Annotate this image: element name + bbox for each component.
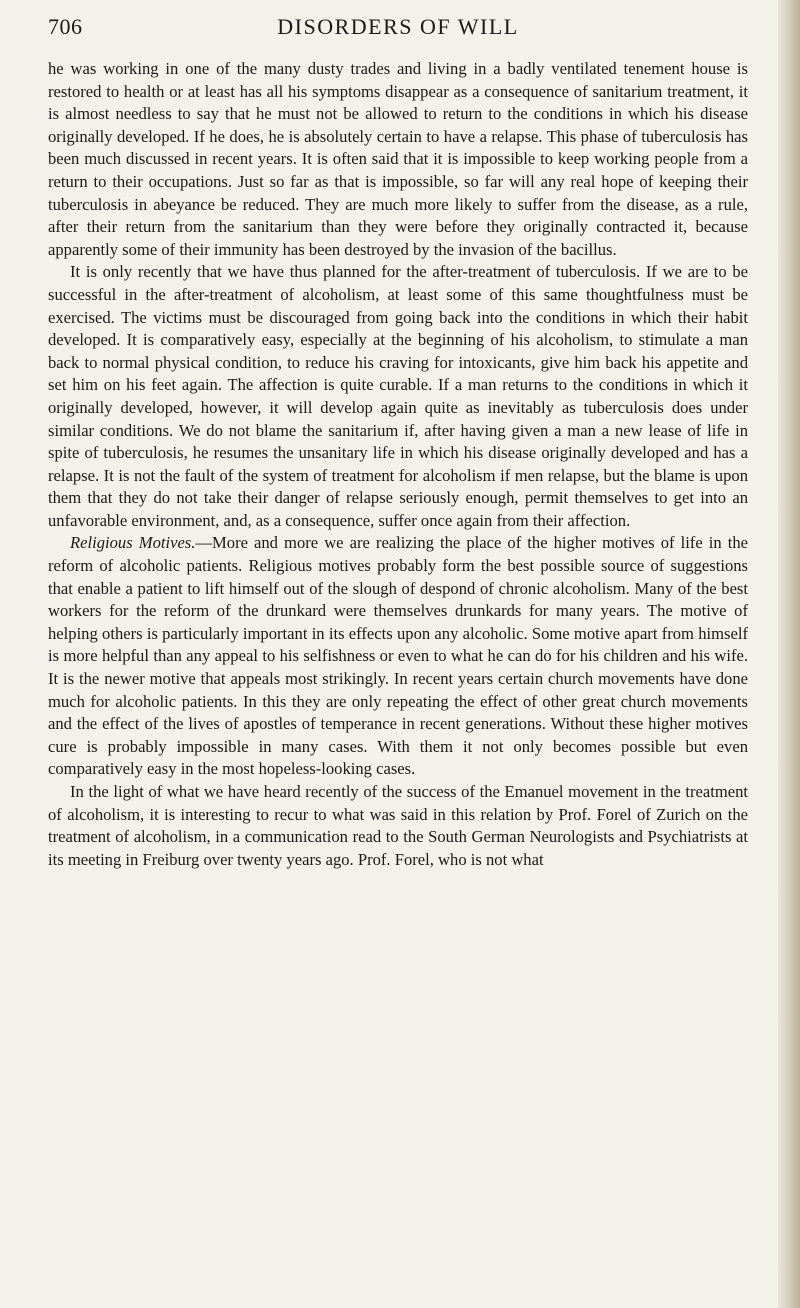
page-number: 706 (48, 14, 83, 39)
page-edge-shadow (778, 0, 800, 1308)
running-head: DISORDERS OF WILL (277, 14, 519, 39)
paragraph-4: In the light of what we have heard recently of the success of the Emanuel movement in the treatment of alcoholism, it is interesting to recur to what was said in this relation by Prof. Forel of Zurich on the treatment of alcoholism, in a communication read to the South German Neurologists and Psychiatrists at its meeting in Freiburg over twenty years ago. Prof. Forel, who is not what (48, 782, 748, 869)
body-text (48, 58, 748, 871)
paragraph-1: he was working in one of the many dusty trades and living in a badly ventilated tenement house is restored to health or at least has all his symptoms disappear as a consequence of sanitarium treatment, it is almost needless to say that he must not be allowed to return to the conditions in which his disease originally developed. If he does, he is absolutely certain to have a relapse. This phase of tuberculosis has been much discussed in recent years. It is often said that it is impossible to keep working people from a return to their occupations. Just so far as that is impossible, so far will any real hope of keeping their tuberculosis in abeyance be reduced. They are much more likely to suffer from the disease, as a rule, after their return from the sanitarium than they were before they originally contracted it, because apparently some of their immunity has been destroyed by the invasion of the bacillus. (48, 59, 748, 259)
paragraph-2: It is only recently that we have thus planned for the after-treatment of tuberculosis. If we are to be successful in the after-treatment of alcoholism, at least some of this same thoughtfulness must be exercised. The victims must be discouraged from going back into the conditions in which their habit developed. It is comparatively easy, especially at the beginning of his alcoholism, to stimulate a man back to normal physical condition, to reduce his craving for intoxicants, give him back his appetite and set him on his feet again. The affection is quite curable. If a man returns to the conditions in which it originally developed, however, it will develop again quite as inevitably as tuberculosis does under similar conditions. We do not blame the sanitarium if, after having given a man a new lease of life in spite of tuberculosis, he resumes the unsanitary life in which his disease originally developed and has a relapse. It is not the fault of the system of treatment for alcoholism if men relapse, but the blame is upon them that they do not take their danger of relapse seriously enough, permit themselves to get into an unfavorable environment, and, as a consequence, suffer once again from their affection. (48, 262, 748, 530)
page-header (48, 14, 748, 54)
paragraph-3 (48, 532, 748, 781)
section-heading-religious-motives: Religious Motives. (70, 533, 196, 553)
paragraph-3-text: —More and more we are realizing the place of the higher motives of life in the reform of alcoholic patients. Religious motives probably form the best possible source of suggestions that enable a patient to lift himself out of the slough of despond of chronic alcoholism. Many of the best workers for the reform of the drunkard were themselves drunkards for many years. The motive of helping others is particularly important in its effects upon any alcoholic. Some motive apart from himself is more helpful than any appeal to his selfishness or even to what he can do for his children and his wife. It is the newer motive that appeals most strikingly. In recent years certain church movements have done much for alcoholic patients. In this they are only repeating the effect of other great church movements and the effect of the lives of apostles of temperance in recent generations. Without these higher motives cure is probably impossible in many cases. With them it not only becomes possible but even comparatively easy in the most hopeless-looking cases. (48, 533, 748, 779)
